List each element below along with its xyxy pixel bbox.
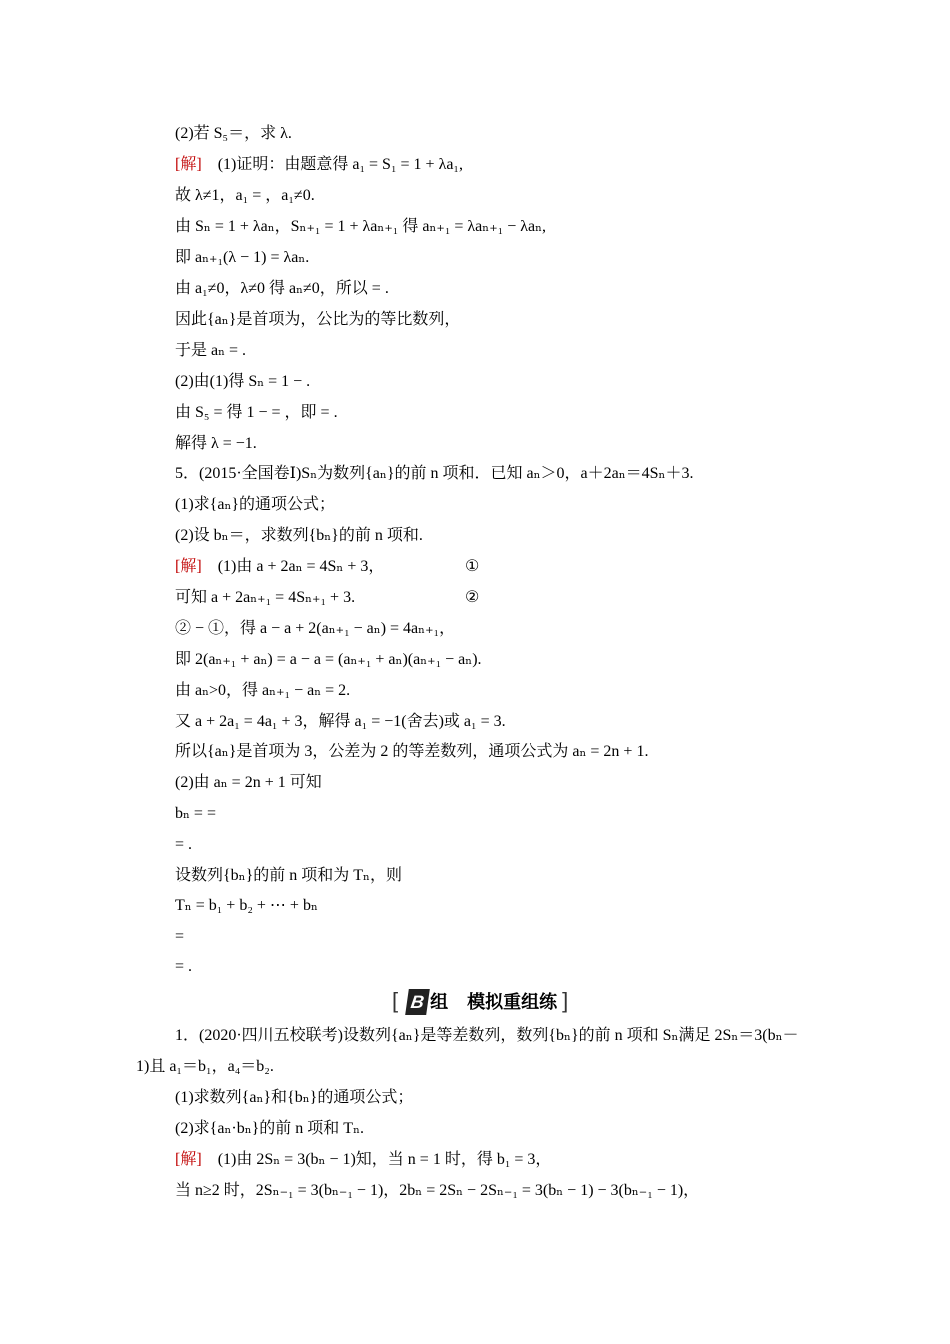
text-line: ② − ①，得 a − a + 2(aₙ₊₁ − aₙ) = 4aₙ₊₁， [175, 620, 456, 637]
text-line: 即 aₙ₊₁(λ − 1) = λaₙ. [175, 249, 310, 266]
text-line: 又 a + 2a₁ = 4a₁ + 3，解得 a₁ = −1(舍去)或 a₁ = 3. [175, 713, 506, 730]
text-span: (1)由 2Sₙ = 3(bₙ − 1)知，当 n = 1 时，得 b₁ = 3， [217, 1151, 552, 1168]
text-line: 所以{aₙ}是首项为 3，公差为 2 的等差数列，通项公式为 aₙ = 2n + 1. [175, 743, 649, 760]
text-line [175, 557, 384, 577]
text-span: (1)由 a + 2aₙ = 4Sₙ + 3， [217, 558, 385, 575]
problem-1: 1．(2020·四川五校联考)设数列{aₙ}是等差数列，数列{bₙ}的前 n 项和 Sₙ满足 2Sₙ＝3(bₙ－ [175, 1027, 799, 1044]
text-line: 当 n≥2 时，2Sₙ₋₁ = 3(bₙ₋₁ − 1)，2bₙ = 2Sₙ − 2Sₙ₋₁ = 3(bₙ − 1) − 3(bₙ₋₁ − 1)， [175, 1182, 700, 1199]
solution-tag: [解] [175, 1151, 202, 1168]
bracket-open: [ [392, 988, 399, 1013]
text-line: = [175, 928, 185, 945]
text-line: 由 S₅ = 得 1 − = ，即 = . [175, 404, 338, 421]
problem-5: 5．(2015·全国卷Ⅰ)Sₙ为数列{aₙ}的前 n 项和．已知 aₙ＞0，a＋2aₙ＝4Sₙ＋3. [175, 465, 694, 482]
section-banner [392, 988, 568, 1016]
equation-mark: ② [465, 589, 480, 606]
group-label: 组 [430, 992, 449, 1012]
text-line: 由 aₙ>0，得 aₙ₊₁ − aₙ = 2. [175, 682, 351, 699]
text-line: = . [175, 958, 193, 975]
text-line: 由 Sₙ = 1 + λaₙ，Sₙ₊₁ = 1 + λaₙ₊₁ 得 aₙ₊₁ = λaₙ₊₁ − λaₙ, [175, 218, 547, 235]
text-span: (1)证明：由题意得 a₁ = S₁ = 1 + λa₁, [217, 156, 464, 173]
text-line: (2)求{aₙ·bₙ}的前 n 项和 Tₙ. [175, 1120, 364, 1137]
text-line: 可知 a + 2aₙ₊₁ = 4Sₙ₊₁ + 3. [175, 589, 356, 606]
text-line: (2)由(1)得 Sₙ = 1 − . [175, 373, 311, 390]
text-line: = . [175, 836, 193, 853]
text-line: 1)且 a₁＝b₁，a₄＝b₂. [136, 1058, 274, 1075]
text-line: (2)若 S₅＝，求 λ. [175, 125, 292, 142]
text-line [175, 1150, 551, 1170]
text-line: 即 2(aₙ₊₁ + aₙ) = a − a = (aₙ₊₁ + aₙ)(aₙ₊₁ − aₙ). [175, 651, 482, 668]
section-title: 模拟重组练 [467, 992, 558, 1012]
text-line: 于是 aₙ = . [175, 342, 247, 359]
text-line: 故 λ≠1，a₁ = ，a₁≠0. [175, 187, 315, 204]
text-line: (2)由 aₙ = 2n + 1 可知 [175, 774, 322, 791]
text-line: 解得 λ = −1. [175, 435, 257, 452]
group-letter-badge: B [405, 989, 430, 1015]
equation-mark: ① [465, 558, 480, 575]
text-line: 由 a₁≠0，λ≠0 得 aₙ≠0，所以 = . [175, 280, 389, 297]
bracket-close: ] [562, 988, 569, 1013]
text-line: 设数列{bₙ}的前 n 项和为 Tₙ，则 [175, 867, 402, 884]
text-line: (2)设 bₙ＝，求数列{bₙ}的前 n 项和. [175, 527, 423, 544]
solution-tag: [解] [175, 558, 202, 575]
solution-tag: [解] [175, 156, 202, 173]
text-line: (1)求{aₙ}的通项公式； [175, 496, 336, 513]
text-line: (1)求数列{aₙ}和{bₙ}的通项公式； [175, 1089, 414, 1106]
text-line: Tₙ = b₁ + b₂ + ⋯ + bₙ [175, 897, 318, 914]
text-line: 因此{aₙ}是首项为，公比为的等比数列， [175, 311, 461, 328]
text-line [175, 155, 463, 175]
text-line: bₙ = = [175, 805, 216, 822]
